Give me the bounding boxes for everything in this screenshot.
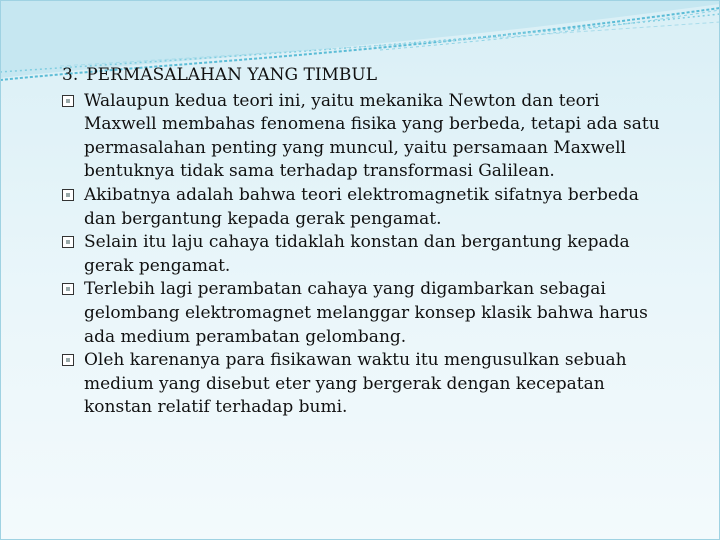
- heading-text: PERMASALAHAN YANG TIMBUL: [86, 65, 378, 85]
- heading-number: 3.: [62, 65, 79, 85]
- bullet-text: Akibatnya adalah bahwa teori elektromagnetik sifatnya berbeda dan bergantung kepada gerak pengamat.: [84, 184, 639, 229]
- bullet-text: Terlebih lagi perambatan cahaya yang digambarkan sebagai gelombang elektromagnet melanggar konsep klasik bahwa harus ada medium perambatan gelombang.: [84, 279, 648, 347]
- bullet-text: Oleh karenanya para fisikawan waktu itu mengusulkan sebuah medium yang disebut eter yang bergerak dengan kecepatan konstan relatif terhadap bumi.: [84, 350, 627, 418]
- bullet-text: Selain itu laju cahaya tidaklah konstan dan bergantung kepada gerak pengamat.: [84, 232, 630, 276]
- bullet-text: Walaupun kedua teori ini, yaitu mekanika Newton dan teori Maxwell membahas fenomena fisika yang berbeda, tetapi ada satu permasalahan penting yang muncul, yaitu persamaan Maxwell bentuknya tidak sama terhadap transformasi Galilean.: [84, 90, 660, 182]
